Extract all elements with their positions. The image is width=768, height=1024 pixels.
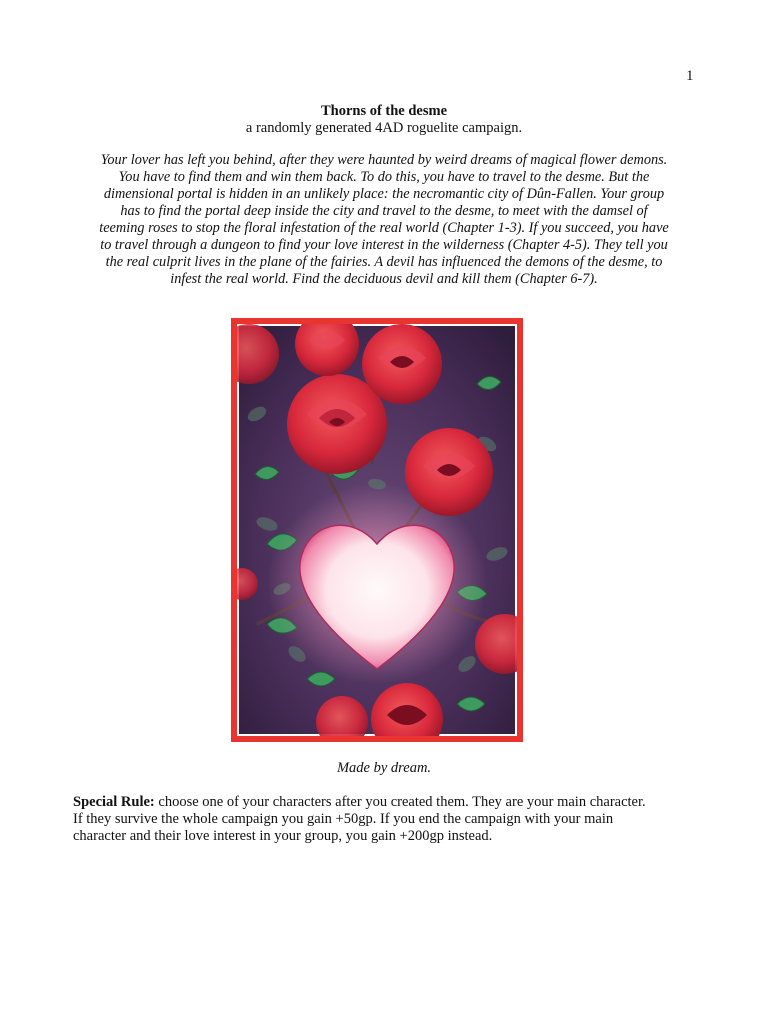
rose-heart-illustration	[231, 318, 523, 742]
intro-line: infest the real world. Find the deciduous devil and kill them (Chapter 6-7).	[170, 271, 598, 287]
intro-line: teeming roses to stop the floral infestation of the real world (Chapter 1-3). If you succeed, you have	[99, 220, 669, 236]
title-block	[0, 103, 768, 137]
document-title: Thorns of the desme	[320, 103, 448, 119]
special-rule-paragraph	[73, 794, 697, 845]
special-rule-line: character and their love interest in your group, you gain +200gp instead.	[73, 828, 493, 844]
intro-line: the real culprit lives in the plane of the fairies. A devil has influenced the demons of the desme, to	[105, 254, 663, 270]
intro-line: has to find the portal deep inside the city and travel to the desme, to meet with the damsel of	[120, 203, 648, 219]
image-caption: Made by dream.	[336, 760, 432, 776]
special-rule-line: If they survive the whole campaign you gain +50gp. If you end the campaign with your main	[73, 811, 614, 827]
special-rule-line: choose one of your characters after you created them. They are your main character.	[154, 794, 646, 810]
rose-heart-artwork	[237, 324, 517, 736]
special-rule-label: Special Rule:	[73, 794, 155, 810]
page-number: 1	[686, 68, 694, 84]
intro-line: dimensional portal is hidden in an unlikely place: the necromantic city of Dûn-Fallen. Your group	[103, 186, 665, 202]
intro-line: to travel through a dungeon to find your love interest in the wilderness (Chapter 4-5). They tell you	[100, 237, 668, 253]
intro-paragraph	[72, 152, 696, 288]
document-subtitle: a randomly generated 4AD roguelite campaign.	[245, 120, 523, 136]
intro-line: Your lover has left you behind, after they were haunted by weird dreams of magical flower demons.	[100, 152, 668, 168]
intro-line: You have to find them and win them back. To do this, you have to travel to the desme. But the	[118, 169, 650, 185]
